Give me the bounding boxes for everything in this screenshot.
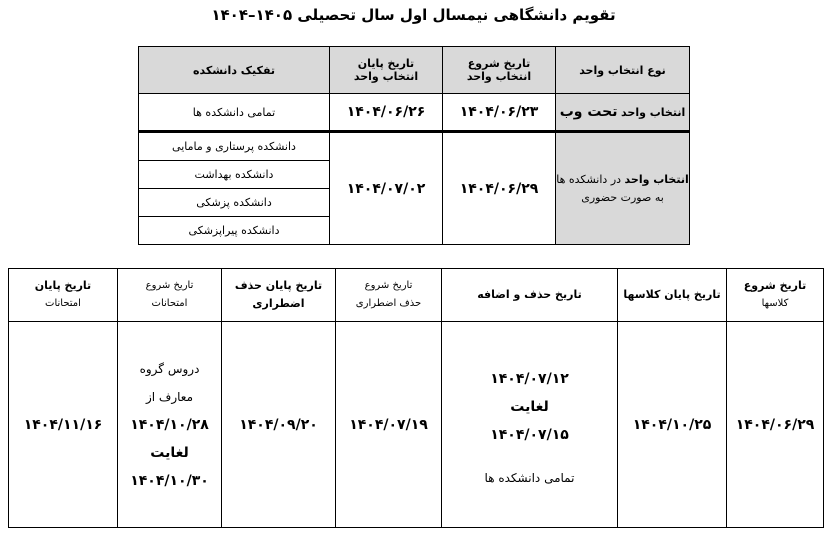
header-exam-end-line1: تاریخ پایان bbox=[34, 279, 92, 292]
onsite-label-bold: انتخاب واحد bbox=[624, 172, 689, 186]
semester-dates-table bbox=[8, 268, 824, 528]
header-unit-type-label: نوع انتخاب واحد bbox=[579, 63, 666, 77]
header-add-drop-label: تاریخ حذف و اضافه bbox=[477, 288, 582, 301]
add-drop-cell bbox=[442, 322, 618, 528]
faculty-item: دانشکده پیراپزشکی bbox=[139, 217, 330, 245]
faculty-item: دانشکده پرستاری و مامایی bbox=[139, 132, 330, 161]
header-start-line1: تاریخ شروع bbox=[467, 57, 531, 70]
web-start-date: ۱۴۰۴/۰۶/۲۳ bbox=[443, 94, 556, 132]
web-faculty: تمامی دانشکده ها bbox=[139, 94, 330, 132]
header-emergency-start-line2: حذف اضطراری bbox=[355, 298, 422, 309]
header-emergency-start bbox=[336, 269, 442, 322]
add-drop-until: لغایت bbox=[510, 398, 549, 415]
web-label-small: انتخاب واحد bbox=[621, 106, 686, 119]
header-end-line2: انتخاب واحد bbox=[353, 70, 419, 83]
onsite-start-date: ۱۴۰۴/۰۶/۲۹ bbox=[443, 132, 556, 245]
header-faculty-split-label: تفکیک دانشکده bbox=[192, 63, 275, 77]
add-drop-note: تمامی دانشکده ها bbox=[484, 470, 575, 485]
header-start-line2: انتخاب واحد bbox=[466, 70, 532, 83]
exam-end-date: ۱۴۰۴/۱۱/۱۶ bbox=[9, 322, 118, 528]
header-class-start bbox=[727, 269, 824, 322]
header-exam-end-line2: امتحانات bbox=[45, 298, 81, 309]
header-faculty-split bbox=[139, 47, 330, 94]
web-label-big: تحت وب bbox=[559, 104, 618, 120]
class-end-date: ۱۴۰۴/۱۰/۲۵ bbox=[618, 322, 727, 528]
web-selection-label bbox=[556, 94, 690, 132]
header-unit-type bbox=[556, 47, 690, 94]
exam-start-cell bbox=[118, 322, 222, 528]
header-emergency-end-line2: اضطراری bbox=[252, 297, 305, 310]
header-class-end bbox=[618, 269, 727, 322]
header-class-start-line1: تاریخ شروع bbox=[743, 279, 807, 292]
add-drop-from: ۱۴۰۴/۰۷/۱۲ bbox=[490, 370, 569, 387]
onsite-end-date: ۱۴۰۴/۰۷/۰۲ bbox=[330, 132, 443, 245]
emergency-end-date: ۱۴۰۴/۰۹/۲۰ bbox=[222, 322, 336, 528]
onsite-label-line2: به صورت حضوری bbox=[581, 190, 664, 204]
header-start-date bbox=[443, 47, 556, 94]
header-emergency-end bbox=[222, 269, 336, 322]
exam-until: لغایت bbox=[150, 444, 189, 461]
header-exam-start-line2: امتحانات bbox=[151, 298, 188, 309]
class-start-date: ۱۴۰۴/۰۶/۲۹ bbox=[727, 322, 824, 528]
header-end-line1: تاریخ پایان bbox=[357, 57, 415, 70]
onsite-selection-label bbox=[556, 132, 690, 245]
add-drop-to: ۱۴۰۴/۰۷/۱۵ bbox=[490, 426, 569, 443]
exam-line1: دروس گروه bbox=[139, 361, 200, 376]
header-add-drop bbox=[442, 269, 618, 322]
faculty-item: دانشکده پزشکی bbox=[139, 189, 330, 217]
page-title: تقویم دانشگاهی نیمسال اول سال تحصیلی ۱۴۰۵–۱۴۰۴ bbox=[211, 6, 616, 24]
onsite-label-rest: در دانشکده ها bbox=[556, 172, 622, 186]
exam-line2: معارف از bbox=[145, 389, 194, 404]
header-exam-start-line1: تاریخ شروع bbox=[145, 280, 194, 291]
header-emergency-start-line1: تاریخ شروع bbox=[364, 280, 413, 291]
exam-to: ۱۴۰۴/۱۰/۳۰ bbox=[130, 472, 209, 489]
header-emergency-end-line1: تاریخ پایان حذف bbox=[234, 279, 323, 292]
faculty-item: دانشکده بهداشت bbox=[139, 161, 330, 189]
header-exam-start bbox=[118, 269, 222, 322]
header-class-end-label: تاریخ پایان کلاسها bbox=[623, 288, 721, 301]
emergency-start-date: ۱۴۰۴/۰۷/۱۹ bbox=[336, 322, 442, 528]
unit-selection-table bbox=[138, 46, 690, 245]
header-end-date bbox=[330, 47, 443, 94]
exam-from: ۱۴۰۴/۱۰/۲۸ bbox=[130, 416, 209, 433]
header-exam-end bbox=[9, 269, 118, 322]
header-class-start-line2: کلاسها bbox=[761, 298, 789, 309]
web-end-date: ۱۴۰۴/۰۶/۲۶ bbox=[330, 94, 443, 132]
